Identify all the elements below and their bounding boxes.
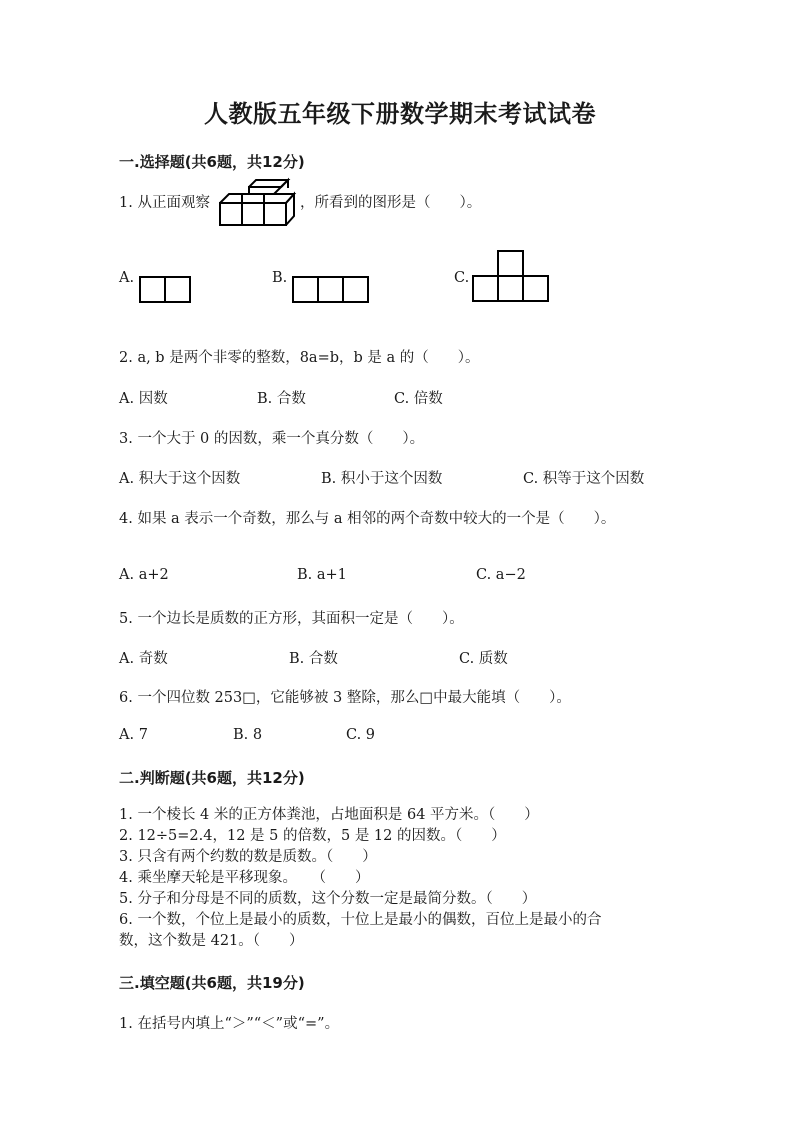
section-heading-true-false: 二.判断题(共6题，共12分) bbox=[119, 769, 305, 787]
question-2-option-c: C. 倍数 bbox=[394, 391, 443, 407]
question-1-stem-after: ，所看到的图形是（ ）。 bbox=[300, 195, 482, 211]
true-false-line-6-cont: 数，这个数是 421。（ ） bbox=[119, 933, 304, 949]
question-3-stem: 3. 一个大于 0 的因数，乘一个真分数（ ）。 bbox=[119, 431, 425, 447]
question-6-stem: 6. 一个四位数 253□，它能够被 3 整除，那么□中最大能填（ ）。 bbox=[119, 690, 571, 706]
page-title: 人教版五年级下册数学期末考试试卷 bbox=[204, 99, 596, 128]
true-false-line-2: 2. 12÷5=2.4，12 是 5 的倍数，5 是 12 的因数。（ ） bbox=[119, 828, 506, 844]
question-1-option-c-label: C. bbox=[454, 270, 470, 286]
question-5-stem: 5. 一个边长是质数的正方形，其面积一定是（ ）。 bbox=[119, 611, 464, 627]
option-a-figure-icon bbox=[139, 276, 193, 304]
true-false-line-1: 1. 一个棱长 4 米的正方体粪池，占地面积是 64 平方米。（ ） bbox=[119, 807, 539, 823]
question-3-option-c: C. 积等于这个因数 bbox=[523, 471, 645, 487]
question-2-option-b: B. 合数 bbox=[257, 391, 306, 407]
question-2-stem: 2. a, b 是两个非零的整数，8a=b，b 是 a 的（ ）。 bbox=[119, 350, 480, 366]
question-5-option-a: A. 奇数 bbox=[119, 651, 168, 667]
true-false-line-4: 4. 乘坐摩天轮是平移现象。 （ ） bbox=[119, 870, 370, 886]
cube-stack-icon bbox=[219, 186, 299, 228]
question-2-option-a: A. 因数 bbox=[119, 391, 168, 407]
option-b-figure-icon bbox=[292, 276, 372, 304]
section-heading-fill-in: 三.填空题(共6题，共19分) bbox=[119, 974, 305, 992]
true-false-line-5: 5. 分子和分母是不同的质数，这个分数一定是最简分数。（ ） bbox=[119, 891, 537, 907]
question-1-stem-before: 1. 从正面观察 bbox=[119, 195, 210, 211]
section-heading-choice: 一.选择题(共6题，共12分) bbox=[119, 153, 305, 171]
option-c-figure-icon bbox=[472, 250, 554, 304]
question-3-option-a: A. 积大于这个因数 bbox=[119, 471, 241, 487]
true-false-line-3: 3. 只含有两个约数的数是质数。（ ） bbox=[119, 849, 377, 865]
question-1-option-a-label: A. bbox=[119, 270, 135, 286]
question-5-option-b: B. 合数 bbox=[289, 651, 338, 667]
question-6-option-b: B. 8 bbox=[233, 727, 263, 743]
question-4-option-b: B. a+1 bbox=[297, 567, 347, 583]
question-4-stem: 4. 如果 a 表示一个奇数，那么与 a 相邻的两个奇数中较大的一个是（ ）。 bbox=[119, 511, 616, 527]
question-6-option-a: A. 7 bbox=[119, 727, 148, 743]
question-4-option-a: A. a+2 bbox=[119, 567, 169, 583]
question-6-option-c: C. 9 bbox=[346, 727, 376, 743]
question-4-option-c: C. a−2 bbox=[476, 567, 526, 583]
question-1-option-b-label: B. bbox=[272, 270, 288, 286]
question-5-option-c: C. 质数 bbox=[459, 651, 508, 667]
fill-in-question-1-stem: 1. 在括号内填上“＞”“＜”或“=”。 bbox=[119, 1016, 340, 1032]
question-3-option-b: B. 积小于这个因数 bbox=[321, 471, 443, 487]
true-false-line-6: 6. 一个数，个位上是最小的质数，十位上是最小的偶数，百位上是最小的合 bbox=[119, 912, 602, 928]
